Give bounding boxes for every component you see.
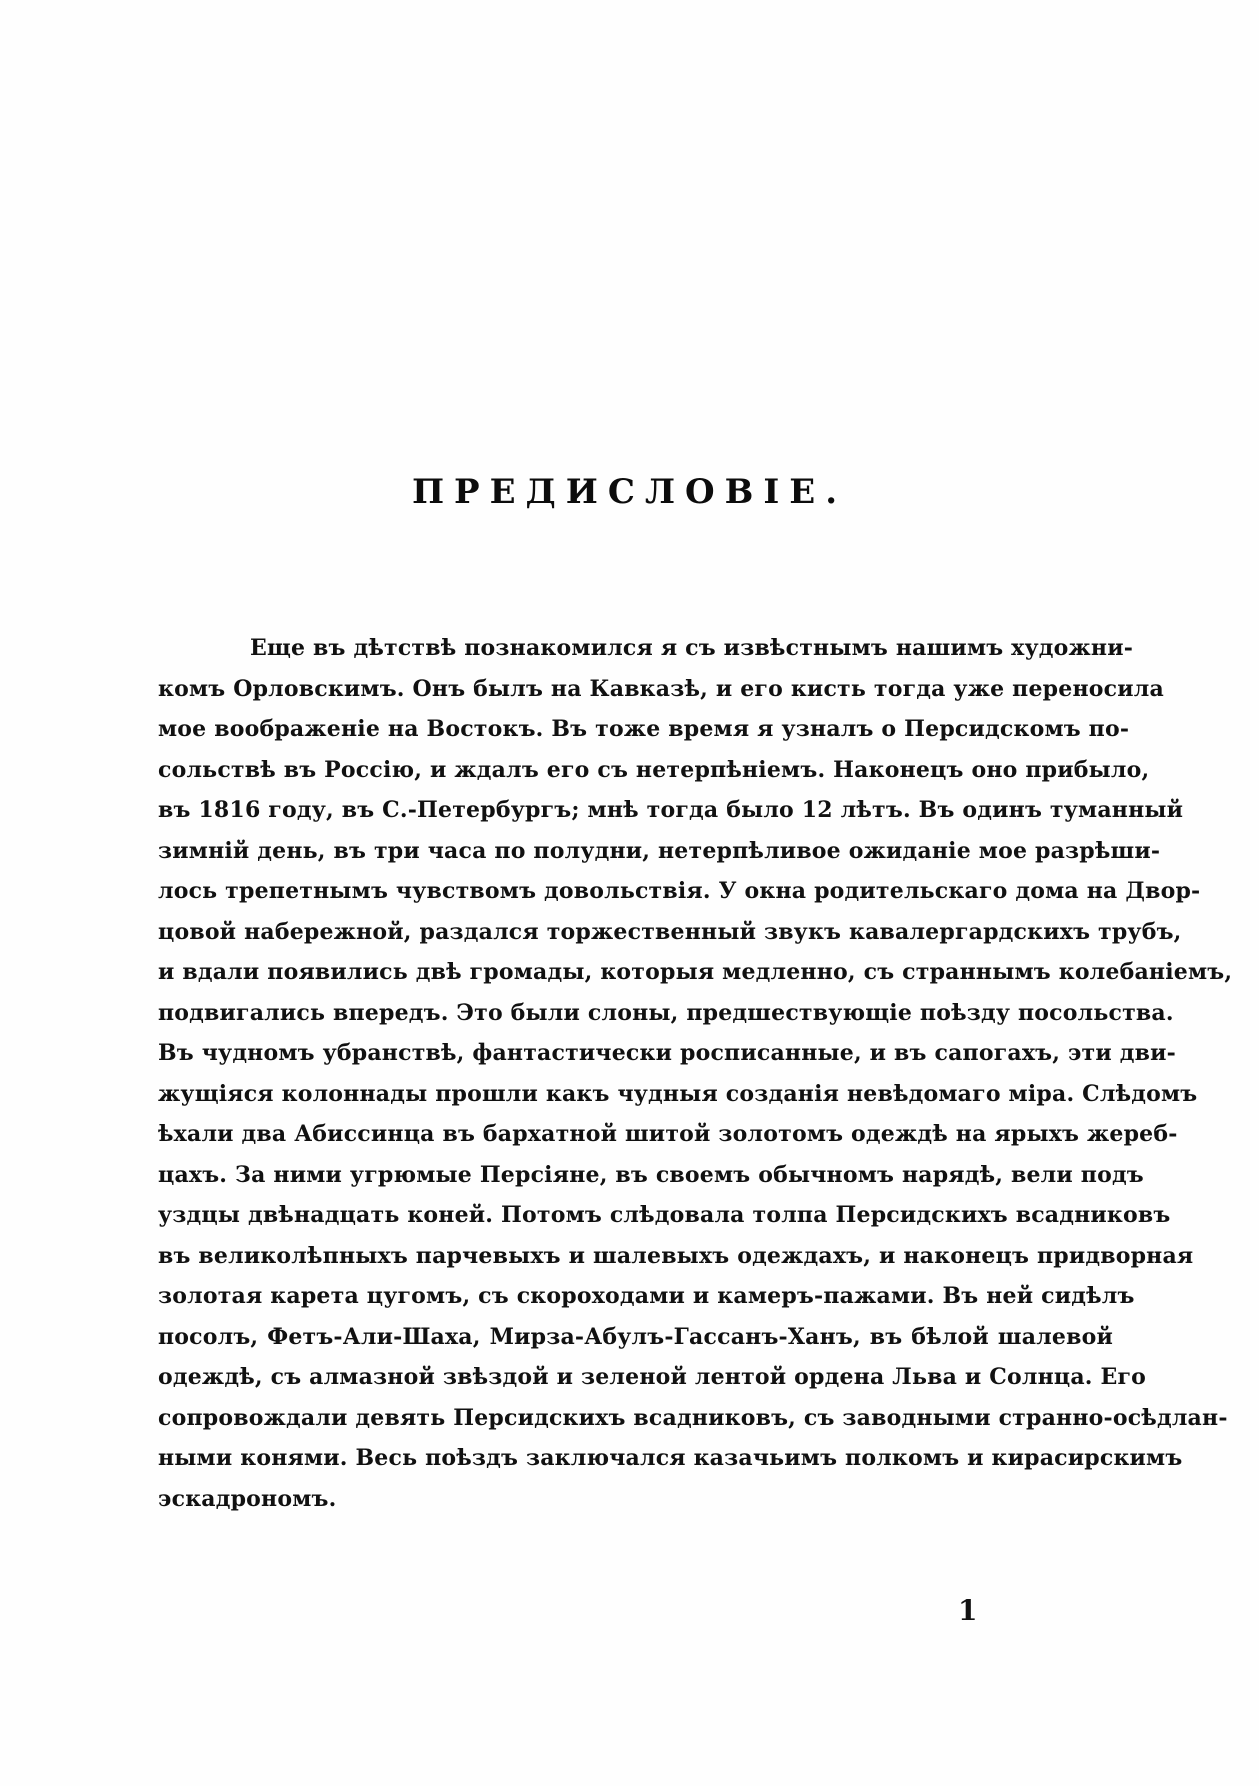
text-line: зимній день, въ три часа по полудни, нетерпѣливое ожиданіе мое разрѣши- <box>158 837 1161 864</box>
text-line: Въ чудномъ убранствѣ, фантастически росписанные, и въ сапогахъ, эти дви- <box>158 1040 1176 1066</box>
body-text <box>158 628 1233 1519</box>
text-line: посолъ, Фетъ-Али-Шаха, Мирза-Абулъ-Гассанъ-Ханъ, въ бѣлой шалевой <box>158 1323 1113 1350</box>
text-line: лось трепетнымъ чувствомъ довольствія. У окна родительскаго дома на Двор- <box>158 878 1201 904</box>
text-line: въ великолѣпныхъ парчевыхъ и шалевыхъ одеждахъ, и наконецъ придворная <box>158 1242 1194 1269</box>
text-line: мое воображеніе на Востокъ. Въ тоже время я узналъ о Персидскомъ по- <box>158 716 1130 742</box>
text-line: цахъ. За ними угрюмые Персіяне, въ своемъ обычномъ нарядѣ, вели подъ <box>158 1161 1144 1188</box>
text-line: сольствѣ въ Россію, и ждалъ его съ нетерпѣніемъ. Наконецъ оно прибыло, <box>158 756 1150 783</box>
text-line: жущіяся колоннады прошли какъ чудныя созданія невѣдомаго міра. Слѣдомъ <box>158 1080 1198 1107</box>
text-line: уздцы двѣнадцать коней. Потомъ слѣдовала толпа Персидскихъ всадниковъ <box>158 1202 1171 1228</box>
text-line: и вдали появились двѣ громады, которыя медленно, съ страннымъ колебаніемъ, <box>158 959 1233 985</box>
text-line: золотая карета цугомъ, съ скороходами и камеръ-пажами. Въ ней сидѣлъ <box>158 1283 1135 1309</box>
text-line: одеждѣ, съ алмазной звѣздой и зеленой лентой ордена Льва и Солнца. Его <box>158 1364 1147 1390</box>
text-line: ными конями. Весь поѣздъ заключался казачьимъ полкомъ и кирасирскимъ <box>158 1445 1183 1471</box>
page-number: 1 <box>958 1594 978 1627</box>
text-line: сопровождали девять Персидскихъ всадниковъ, съ заводными странно-осѣдлан- <box>158 1404 1228 1431</box>
text-line: Еще въ дѣтствѣ познакомился я съ извѣстнымъ нашимъ художни- <box>250 635 1134 661</box>
text-line: комъ Орловскимъ. Онъ былъ на Кавказѣ, и его кисть тогда уже переносила <box>158 675 1164 702</box>
text-line: подвигались впередъ. Это были слоны, предшествующіе поѣзду посольства. <box>158 999 1174 1026</box>
text-line: въ 1816 году, въ С.-Петербургъ; мнѣ тогда было 12 лѣтъ. Въ одинъ туманный <box>158 797 1184 823</box>
page-title: ПРЕДИСЛОВІЕ. <box>411 472 848 512</box>
text-line: эскадрономъ. <box>158 1485 337 1512</box>
text-line: ѣхали два Абиссинца въ бархатной шитой золотомъ одеждѣ на ярыхъ жереб- <box>158 1121 1178 1147</box>
text-line: цовой набережной, раздался торжественный звукъ кавалергардскихъ трубъ, <box>158 918 1182 945</box>
